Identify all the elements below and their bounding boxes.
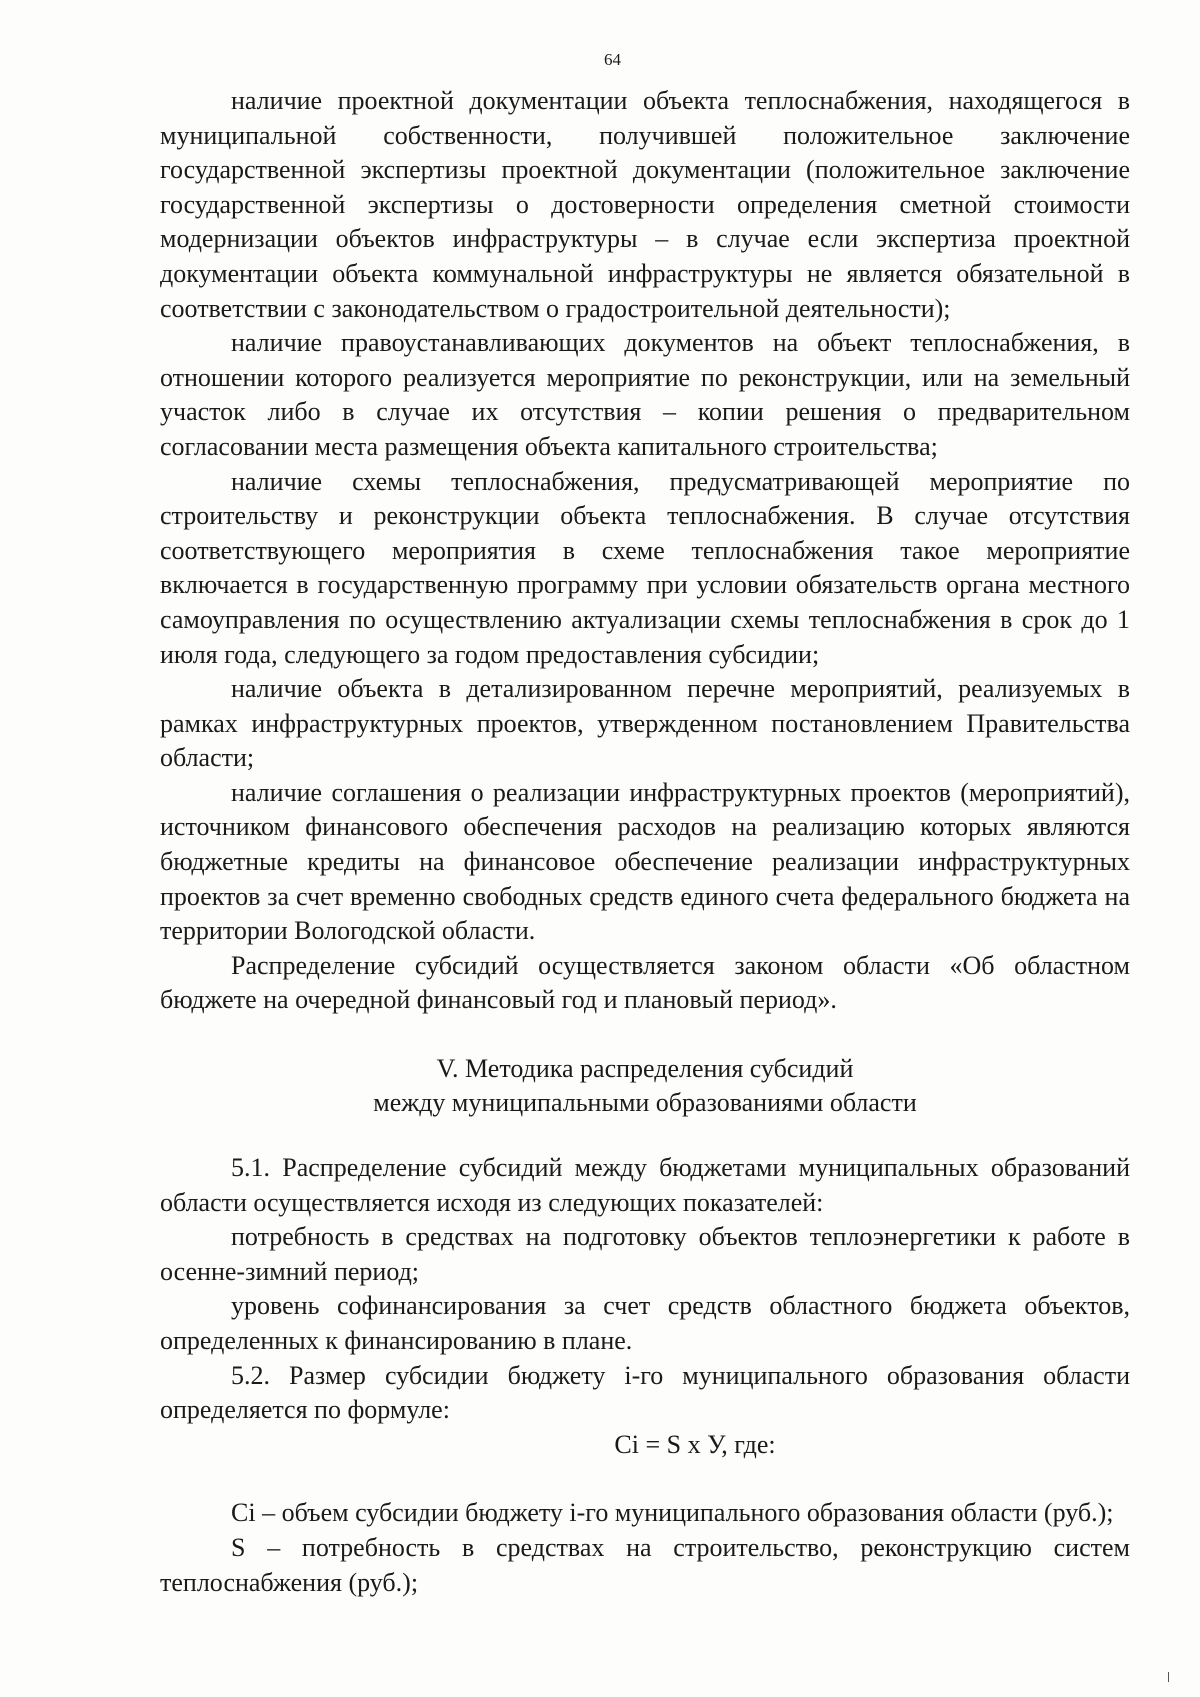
section-heading-line: между муниципальными образованиями области (373, 1088, 917, 1118)
paragraph: наличие соглашения о реализации инфраструктурных проектов (мероприятий), источником финансового обеспечения расходов на реализацию которых являются бюджетные кредиты на финансовое обеспечение реализации инфраструктурных проектов за счет временно свободных средств единого счета федерального бюджета на территории Вологодской области. (160, 777, 1130, 946)
page-number: 64 (604, 50, 621, 69)
paragraph: Распределение субсидий осуществляется законом области «Об областном бюджете на очередной финансовый год и плановый период». (160, 950, 1130, 1015)
paragraph: потребность в средствах на подготовку объектов теплоэнергетики к работе в осенне-зимний период; (160, 1222, 1130, 1286)
paragraph: 5.2. Размер субсидии бюджету i-го муниципального образования области определяется по формуле: (160, 1360, 1130, 1425)
section-heading-line: V. Методика распределения субсидий (436, 1054, 854, 1084)
paragraph: наличие проектной документации объекта теплоснабжения, находящегося в муниципальной собственности, получившей положительное заключение государственной экспертизы проектной документации (положительное заключение государственной экспертизы о достоверности определения сметной стоимости модернизации объектов инфраструктуры – в случае если экспертиза проектной документации объекта коммунальной инфраструктуры не является обязательной в соответствии с законодательством о градостроительной деятельности); (160, 86, 1130, 323)
paragraph: уровень софинансирования за счет средств областного бюджета объектов, определенных к финансированию в плане. (160, 1291, 1130, 1355)
paragraph: S – потребность в средствах на строительство, реконструкцию систем теплоснабжения (руб.); (160, 1532, 1130, 1597)
paragraph: наличие схемы теплоснабжения, предусматривающей мероприятие по строительству и реконструкции объекта теплоснабжения. В случае отсутствия соответствующего мероприятия в схеме теплоснабжения такое мероприятие включается в государственную программу при условии обязательств органа местного самоуправления по осуществлению актуализации схемы теплоснабжения в срок до 1 июля года, следующего за годом предоставления субсидии; (160, 466, 1130, 669)
document-body (160, 84, 1130, 1600)
formula: Ci = S x У, где: (614, 1429, 776, 1459)
scan-mark (1168, 1672, 1169, 1682)
section-heading (160, 1052, 1130, 1120)
paragraph: наличие объекта в детализированном перечне мероприятий, реализуемых в рамках инфраструктурных проектов, утвержденном постановлением Правительства области; (160, 674, 1130, 773)
paragraph: 5.1. Распределение субсидий между бюджетами муниципальных образований области осуществляется исходя из следующих показателей: (160, 1153, 1130, 1217)
paragraph: Ci – объем субсидии бюджету i-го муниципального образования области (руб.); (231, 1498, 1114, 1528)
paragraph: наличие правоустанавливающих документов на объект теплоснабжения, в отношении которого реализуется мероприятие по реконструкции, или на земельный участок либо в случае их отсутствия – копии решения о предварительном согласовании места размещения объекта капитального строительства; (160, 328, 1130, 461)
